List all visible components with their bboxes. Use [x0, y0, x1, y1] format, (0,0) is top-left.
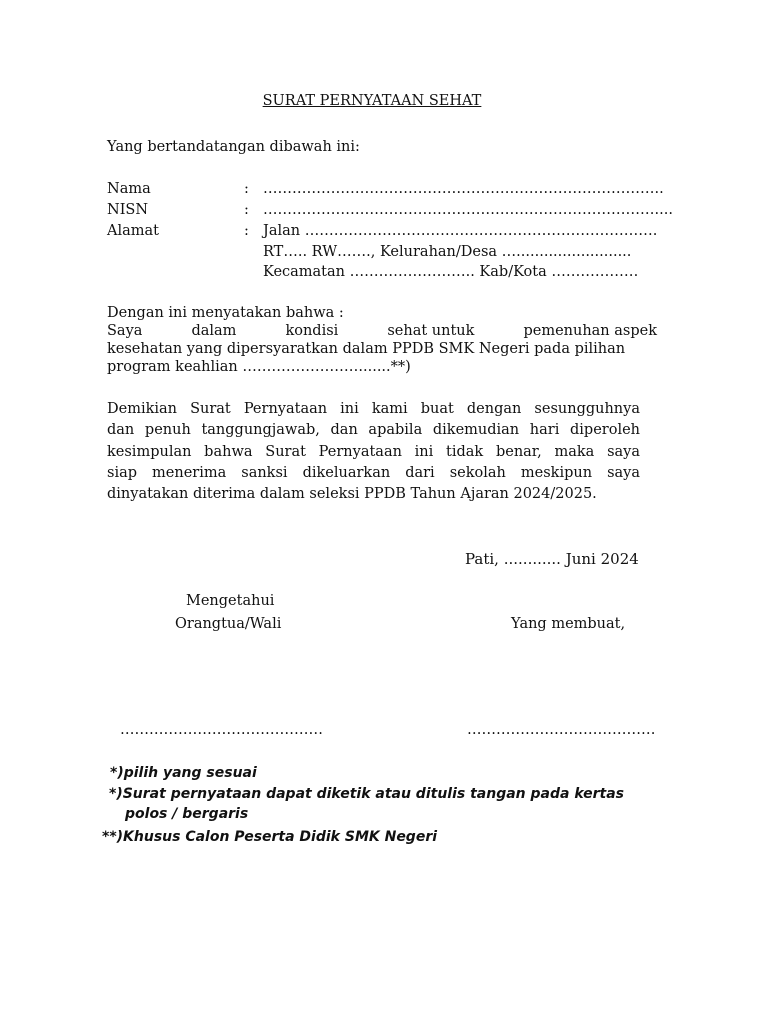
field-colon: : — [244, 181, 249, 197]
closing-line: Demikian Surat Pernyataan ini kami buat dengan sesungguhnya — [107, 401, 640, 417]
field-colon: : — [244, 202, 249, 218]
signature-left-blank: …………………………………… — [120, 722, 323, 738]
field-label-alamat: Alamat — [107, 223, 159, 239]
closing-line: kesimpulan bahwa Surat Pernyataan ini tidak benar, maka saya — [107, 443, 640, 460]
intro-text: Yang bertandatangan dibawah ini: — [107, 139, 360, 155]
closing-line: dan penuh tanggungjawab, dan apabila dikemudian hari diperoleh — [107, 422, 640, 439]
address-line-rt-rw: RT….. RW……., Kelurahan/Desa …......................... — [263, 244, 632, 260]
closing-paragraph — [107, 399, 640, 505]
signature-right-role: Yang membuat, — [511, 616, 626, 632]
note-1: *)pilih yang sesuai — [110, 765, 257, 781]
address-line-kecamatan: Kecamatan …………………….. Kab/Kota ……………… — [263, 264, 639, 280]
statement-word: Saya — [107, 323, 143, 339]
statement-line-3: program keahlian …………………….......**) — [107, 359, 411, 375]
signature-left-heading: Mengetahui — [186, 593, 275, 609]
statement-line-2: kesehatan yang dipersyaratkan dalam PPDB SMK Negeri pada pilihan — [107, 341, 626, 357]
field-colon: : — [244, 223, 249, 239]
place-date: Pati, ............ Juni 2024 — [465, 550, 639, 568]
statement-line-1 — [107, 323, 657, 339]
signature-left-role: Orangtua/Wali — [175, 616, 282, 632]
statement-word: sehat untuk — [387, 323, 475, 339]
closing-line: siap menerima sanksi dikeluarkan dari sekolah meskipun saya — [107, 464, 640, 481]
field-value-nisn: ……………………………………………………………………….... — [263, 202, 673, 218]
field-label-nisn: NISN — [107, 202, 149, 218]
field-value-alamat: Jalan ………………………………………………………………. — [263, 223, 658, 239]
signature-right-blank: ………………………………… — [467, 722, 656, 738]
note-2-continued: polos / bergaris — [125, 806, 249, 822]
field-value-nama: ……………………………………………………………………….. — [263, 181, 664, 197]
statement-lead: Dengan ini menyatakan bahwa : — [107, 305, 344, 321]
closing-line: dinyatakan diterima dalam seleksi PPDB Tahun Ajaran 2024/2025. — [107, 486, 597, 503]
document-title: SURAT PERNYATAAN SEHAT — [262, 93, 482, 109]
statement-word: kondisi — [285, 323, 339, 339]
note-2: *)Surat pernyataan dapat diketik atau ditulis tangan pada kertas — [109, 786, 625, 802]
field-label-nama: Nama — [107, 181, 151, 197]
statement-word: dalam — [191, 323, 237, 339]
note-3: **)Khusus Calon Peserta Didik SMK Negeri — [102, 829, 438, 845]
statement-word: pemenuhan aspek — [523, 323, 657, 339]
